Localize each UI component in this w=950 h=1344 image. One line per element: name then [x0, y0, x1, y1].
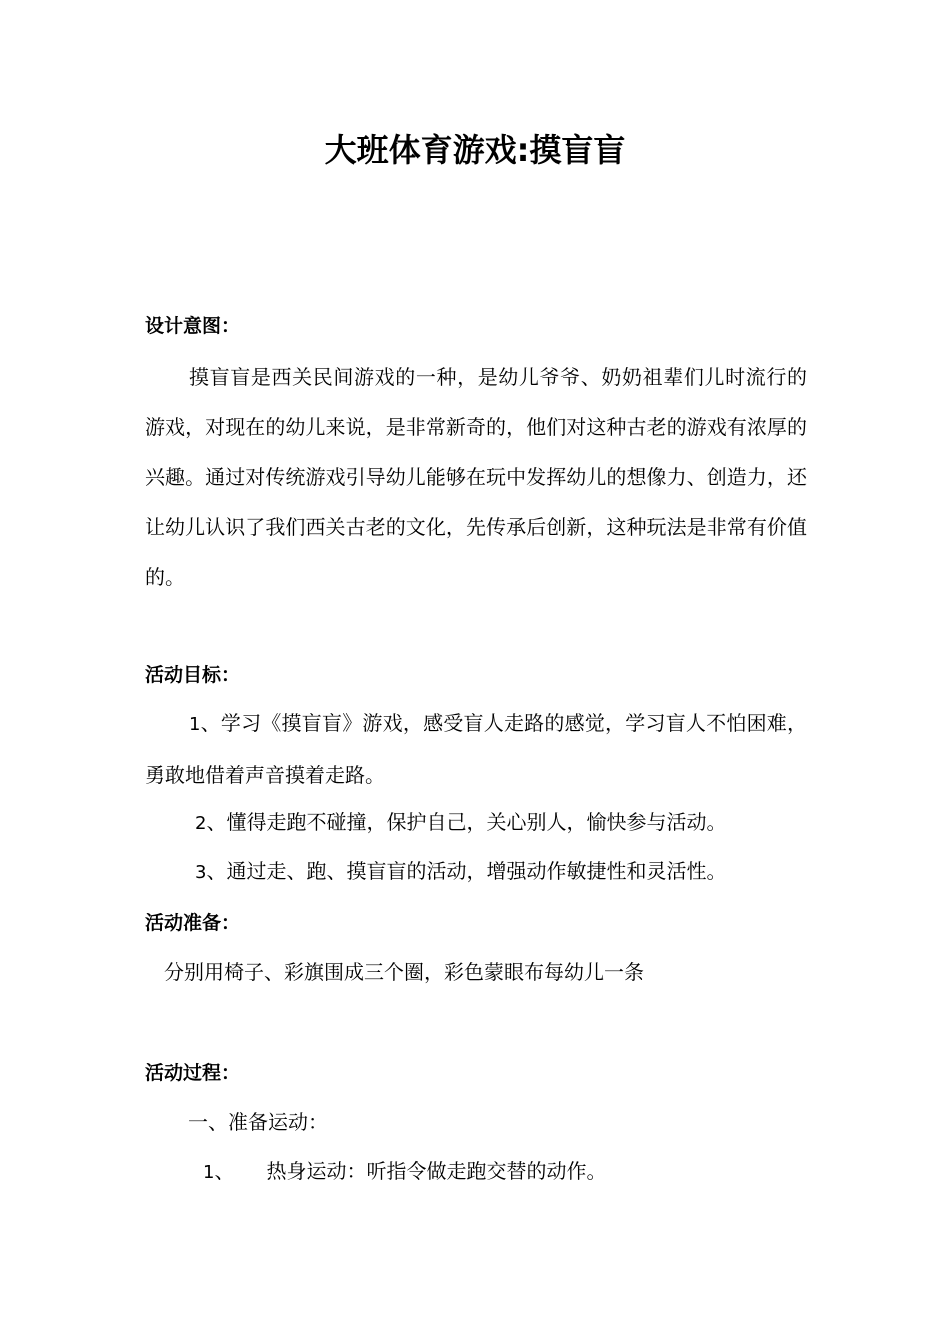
process-heading: 活动过程： — [145, 1062, 241, 1084]
goal-item-1-text: 、学习《摸盲盲》游戏，感受盲人走路的感觉，学习盲人不怕困难，勇敢地借着声音摸着走路。 — [145, 711, 807, 787]
process-substep-1-number: 1 — [203, 1162, 215, 1183]
process-substep-1-text: 热身运动：听指令做走跑交替的动作。 — [266, 1159, 607, 1183]
document-title: 大班体育游戏:摸盲盲 — [324, 131, 626, 169]
goal-item-1-number: 1 — [189, 714, 201, 735]
process-substep-1-separator: 、 — [214, 1159, 235, 1183]
goal-item-2-number: 2 — [195, 813, 207, 834]
goal-item-3-number: 3 — [195, 862, 207, 883]
goals-heading: 活动目标： — [145, 664, 241, 686]
process-step-1: 一、准备运动： — [188, 1110, 328, 1134]
design-intent-paragraph: 摸盲盲是西关民间游戏的一种，是幼儿爷爷、奶奶祖辈们儿时流行的游戏，对现在的幼儿来说，是非常新奇的，他们对这种古老的游戏有浓厚的兴趣。通过对传统游戏引导幼儿能够在玩中发挥幼儿的想像力、创造力，还让幼儿认识了我们西关古老的文化，先传承后创新，这种玩法是非常有价值的。 — [145, 365, 807, 589]
preparation-heading: 活动准备： — [145, 912, 241, 934]
goal-item-2-text: 、懂得走跑不碰撞，保护自己，关心别人，愉快参与活动。 — [206, 810, 727, 834]
design-intent-heading: 设计意图： — [145, 315, 241, 337]
goal-item-1 — [145, 698, 807, 800]
goal-item-3 — [195, 856, 726, 888]
preparation-text: 分别用椅子、彩旗围成三个圈，彩色蒙眼布每幼儿一条 — [164, 960, 644, 984]
goal-item-3-text: 、通过走、跑、摸盲盲的活动，增强动作敏捷性和灵活性。 — [206, 859, 727, 883]
process-substep-1 — [203, 1156, 606, 1188]
goal-item-2 — [195, 807, 726, 839]
